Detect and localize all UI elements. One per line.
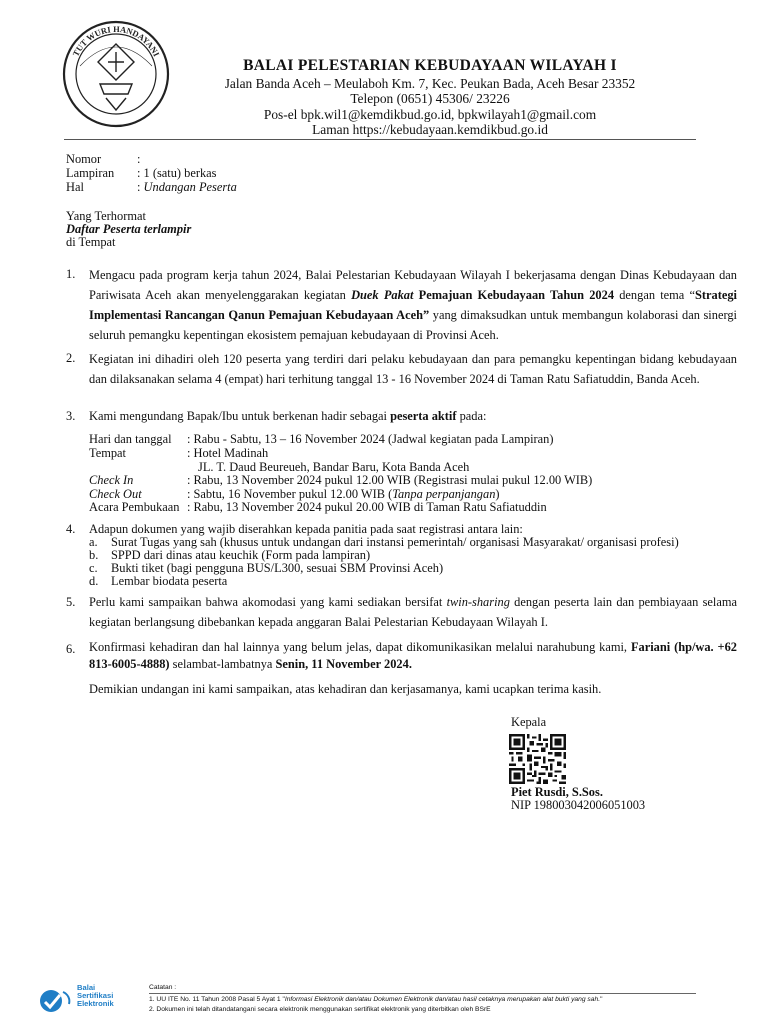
item-3-text-c: pada: [456, 409, 487, 423]
sub-item-text: Bukti tiket (bagi pengguna BUS/L300, sesuai SBM Provinsi Aceh) [111, 561, 444, 575]
organization-name: BALAI PELESTARIAN KEBUDAYAAN WILAYAH I [243, 57, 617, 74]
item-1-paragraph [89, 265, 737, 345]
org-email: Pos-el bpk.wil1@kemdikbud.go.id, bpkwilayah1@gmail.com [263, 106, 597, 122]
footnote-1-quote: Informasi Elektronik dan/atau Dokumen Elektronik dan/atau hasil cetaknya merupakan alat bukti yang sah. [284, 996, 601, 1003]
sub-item-text: Surat Tugas yang sah (khusus untuk undangan dari instansi pemerintah/ organisasi Masyarakat/ organisasi profesi) [111, 535, 679, 549]
org-website: Laman https://kebudayaan.kemdikbud.go.id [312, 122, 548, 137]
signatory-title: Kepala [511, 715, 547, 729]
qr-code-icon [509, 734, 566, 784]
item-6-deadline: Senin, 11 November 2024. [275, 657, 412, 671]
item-6-contact: Fariani (hp/wa. +62 813-6005-4888) [89, 640, 737, 671]
item-1-text-d: dengan tema “ [614, 288, 696, 302]
item-1-text-f: yang dimaksudkan untuk membangun kolaborasi dan sinergi seluruh pemangku kepentingan ekosistem pemajuan kebudayaan di Provinsi Aceh. [89, 308, 737, 342]
sub-item-letter: c. [89, 561, 98, 575]
footnote-1 [149, 995, 602, 1004]
item-6-paragraph [89, 639, 737, 673]
item-1-theme: Strategi Implementasi Rancangan Qanun Pemajuan Kebudayaan Aceh” [89, 288, 737, 322]
recipient-place: di Tempat [66, 235, 116, 249]
footnote-1-a: 1. UU ITE No. 11 Tahun 2008 Pasal 5 Ayat 1 " [149, 996, 285, 1003]
bse-brand [77, 984, 114, 1008]
detail-value: : Rabu, 13 November 2024 pukul 20.00 WIB di Taman Ratu Safiatuddin [187, 500, 547, 514]
bse-line: Elektronik [77, 999, 114, 1008]
item-3-number: 3. [66, 409, 76, 423]
item-6-text-a: Konfirmasi kehadiran dan hal lainnya yang belum jelas, dapat dikomunikasikan melalui narahubung kami, [89, 640, 631, 654]
hal-value: Undangan Peserta [143, 180, 237, 194]
item-1-number: 1. [66, 267, 76, 281]
item-1-text-a: Mengacu pada program kerja tahun 2024, Balai Pelestarian Kebudayaan Wilayah I bekerjasama dengan Dinas Kebudayaan dan Pariwisata Aceh akan menyelenggarakan kegiatan [89, 268, 737, 302]
tut-wuri-handayani-logo [60, 18, 172, 130]
item-4-intro: Adapun dokumen yang wajib diserahkan kepada panitia pada saat registrasi antara lain: [89, 522, 523, 536]
bse-line: Sertifikasi [77, 991, 114, 1000]
item-1-duek-pakat: Duek Pakat [351, 288, 414, 302]
item-6-number: 6. [66, 642, 76, 656]
item-3-intro [89, 410, 486, 423]
letterhead-divider [64, 139, 696, 140]
bse-logo-icon [37, 986, 75, 1014]
detail-value: : Rabu - Sabtu, 13 – 16 November 2024 (Jadwal kegiatan pada Lampiran) [187, 432, 554, 446]
item-4-number: 4. [66, 522, 76, 536]
hal-colon: : [137, 180, 144, 194]
closing-sentence: Demikian undangan ini kami sampaikan, atas kehadiran dan kerjasamanya, kami ucapkan terima kasih. [89, 682, 602, 696]
item-2-paragraph: Kegiatan ini dihadiri oleh 120 peserta yang terdiri dari pelaku kebudayaan dan para pemangku kepentingan bidang kebudayaan dan dilaksanakan selama 4 (empat) hari terhitung tanggal 13 - 16 November 2024 di Taman Ratu Safiatuddin, Banda Aceh. [89, 352, 737, 386]
detail-label: Acara Pembukaan [89, 500, 180, 514]
nomor-value: : [137, 152, 141, 166]
sub-item-text: Lembar biodata peserta [111, 574, 228, 588]
bse-line: Balai [77, 983, 96, 992]
sub-item-letter: b. [89, 548, 99, 562]
sub-item-text: SPPD dari dinas atau keuchik (Form pada lampiran) [111, 548, 371, 562]
lampiran-label: Lampiran [66, 166, 115, 180]
item-3-text-a: Kami mengundang Bapak/Ibu untuk berkenan hadir sebagai [89, 409, 391, 423]
item-5-text-c: dengan peserta lain dan pembiayaan selama kegiatan berlangsung dibebankan kepada anggaran Balai Pelestarian Kebudayaan Wilayah I. [89, 595, 738, 629]
detail-value: : Rabu, 13 November 2024 pukul 12.00 WIB (Registrasi mulai pukul 12.00 WIB) [187, 473, 593, 487]
sub-item-letter: a. [89, 535, 98, 549]
footnote-1-c: " [600, 996, 603, 1003]
item-5-twin-sharing: twin-sharing [446, 595, 510, 609]
item-1-event-name: Pemajuan Kebudayaan Tahun 2024 [413, 288, 615, 302]
footer-divider [149, 993, 696, 994]
lampiran-value: : 1 (satu) berkas [137, 166, 217, 180]
org-address: Jalan Banda Aceh – Meulaboh Km. 7, Kec. Peukan Bada, Aceh Besar 23352 [224, 75, 636, 91]
detail-value: JL. T. Daud Beureueh, Bandar Baru, Kota Banda Aceh [198, 460, 470, 474]
item-5-number: 5. [66, 595, 76, 609]
footnote-2: 2. Dokumen ini telah ditandatangani secara elektronik menggunakan sertifikat elektronik yang diterbitkan oleh BSrE [149, 1006, 491, 1013]
detail-value-text: : Sabtu, 16 November pukul 12.00 WIB ( [187, 487, 393, 501]
detail-label: Check In [89, 473, 134, 487]
detail-label: Check Out [89, 487, 142, 501]
detail-label: Hari dan tanggal [89, 432, 172, 446]
detail-value-end: ) [495, 487, 500, 501]
svg-text:TUT WURI HANDAYANI: TUT WURI HANDAYANI [70, 23, 162, 58]
catatan-label: Catatan : [149, 984, 177, 991]
salutation: Yang Terhormat [66, 209, 146, 223]
hal-field [137, 181, 237, 194]
item-3-peserta-aktif: peserta aktif [390, 409, 457, 423]
detail-value: : Hotel Madinah [187, 446, 269, 460]
signatory-nip: NIP 198003042006051003 [511, 798, 646, 812]
sub-item-letter: d. [89, 574, 99, 588]
hal-label: Hal [66, 180, 84, 194]
item-2-number: 2. [66, 351, 76, 365]
letterhead-text [180, 58, 680, 138]
item-5-paragraph [89, 592, 737, 632]
item-5-text-a: Perlu kami sampaikan bahwa akomodasi yang kami sediakan bersifat [89, 595, 447, 609]
detail-value-italic: Tanpa perpanjangan [392, 487, 496, 501]
nomor-label: Nomor [66, 152, 102, 166]
org-phone: Telepon (0651) 45306/ 23226 [350, 91, 510, 106]
item-6-text-c: selambat-lambatnya [169, 657, 276, 671]
signatory-name: Piet Rusdi, S.Sos. [511, 785, 603, 799]
recipient-name: Daftar Peserta terlampir [66, 222, 192, 236]
detail-label: Tempat [89, 446, 126, 460]
